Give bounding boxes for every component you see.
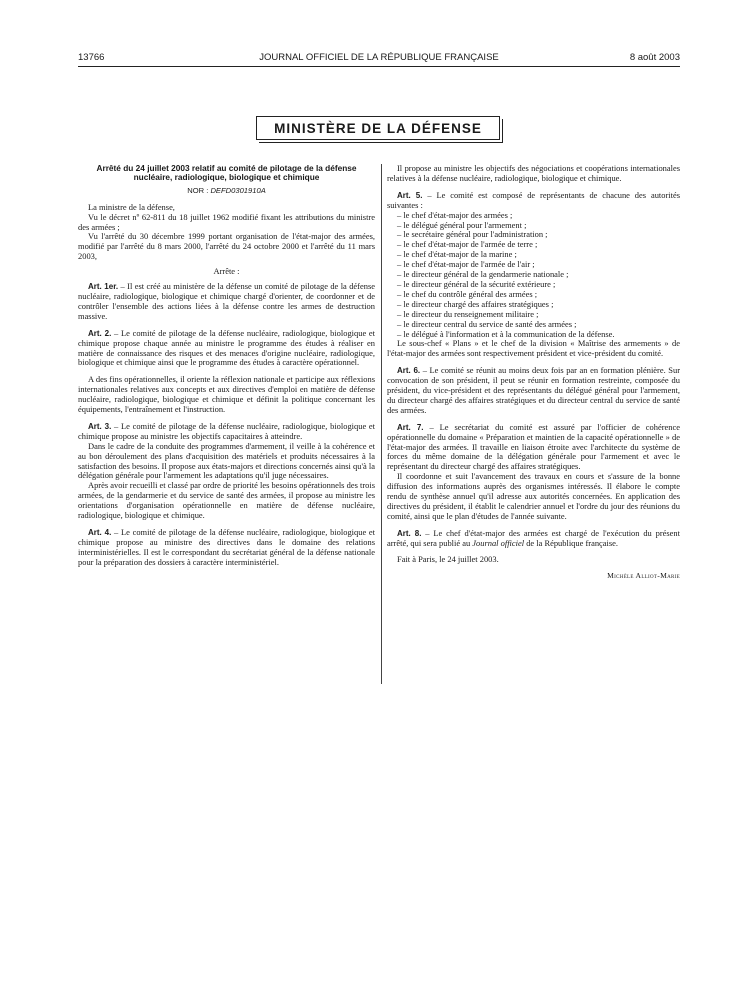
article-label: Art. 8. bbox=[397, 528, 422, 538]
list-item: – le chef d'état-major de l'armée de l'air ; bbox=[397, 259, 535, 270]
ministry-heading-box bbox=[256, 116, 500, 140]
article-label: Art. 6. bbox=[397, 366, 421, 376]
article-text: – Le comité de pilotage de la défense nucléaire, radiologique, biologique et chimique propose chaque année au ministre le programme des études à réaliser en matière de connaissance des risques et des menaces d'origine nucléaire, radiologique, biologique et chimique ainsi que le programme des études à caractère opérationnel. bbox=[78, 327, 376, 368]
article-label: Art. 5. bbox=[397, 190, 423, 200]
article-paragraph: Après avoir recueilli et classé par ordre de priorité les besoins opérationnels des trois armées, de la gendarmerie et du service de santé des armées, il propose au ministre les orientations d'organisation opérationnelle en matière de défense nucléaire, radiologique, biologique et chimique. bbox=[78, 480, 375, 521]
article-paragraph: Le sous-chef « Plans » et le chef de la division « Maîtrise des armements » de l'état-major des armées sont respectivement président et vice-président du comité. bbox=[387, 338, 680, 359]
article-3 bbox=[78, 422, 375, 442]
list-item: – le directeur du renseignement militaire ; bbox=[397, 308, 539, 319]
nor-label: NOR : bbox=[187, 185, 209, 195]
list-item: – le chef d'état-major de l'armée de terre ; bbox=[397, 239, 538, 250]
article-label: Art. 3. bbox=[88, 421, 112, 431]
article-label: Art. 1er. bbox=[88, 282, 119, 292]
page-header bbox=[78, 52, 680, 66]
list-item: – le chef du contrôle général des armées ; bbox=[397, 288, 538, 299]
article-7 bbox=[387, 423, 680, 473]
ministry-heading: MINISTÈRE DE LA DÉFENSE bbox=[274, 120, 482, 136]
list-item: – le délégué général pour l'armement ; bbox=[397, 219, 527, 230]
arrete-word: Arrête : bbox=[213, 266, 240, 277]
left-column bbox=[78, 164, 375, 568]
article-paragraph: Dans le cadre de la conduite des programmes d'armement, il veille à la cohérence et au bon déroulement des plans d'acquisition des matériels et produits nécessaires à la satisfaction des besoins. Il propose aux états-majors et directions concernés ainsi qu'à la délégation générale pour l'armement les adaptations qu'il juge nécessaires. bbox=[78, 440, 375, 481]
nor-reference bbox=[78, 186, 375, 196]
list-item: – le directeur chargé des affaires stratégiques ; bbox=[397, 298, 554, 309]
list-item: – le secrétaire général pour l'administration ; bbox=[397, 229, 548, 240]
page-number: 13766 bbox=[78, 52, 105, 63]
signature: Michèle Alliot-Marie bbox=[607, 570, 680, 580]
header-rule bbox=[78, 66, 680, 67]
list-item: – le chef d'état-major des armées ; bbox=[397, 209, 513, 220]
intro-paragraph: La ministre de la défense, bbox=[88, 201, 175, 212]
article-4 bbox=[78, 528, 375, 568]
committee-member-list bbox=[387, 211, 680, 340]
article-text: – Le comité est composé de représentants de chacune des autorités suivantes : bbox=[387, 189, 680, 210]
intro-paragraph: Vu l'arrêté du 30 décembre 1999 portant organisation de l'état-major des armées, modifié par l'arrêté du 8 mars 2000, l'arrêté du 24 octobre 2000 et l'arrêté du 11 mars 2003, bbox=[78, 231, 375, 262]
right-column bbox=[387, 164, 680, 580]
journal-officiel-ref: Journal officiel bbox=[472, 537, 525, 548]
article-2 bbox=[78, 329, 375, 369]
list-item: – le directeur central du service de santé des armées ; bbox=[397, 318, 577, 329]
list-item: – le directeur général de la gendarmerie nationale ; bbox=[397, 269, 569, 280]
article-8 bbox=[387, 529, 680, 549]
article-5 bbox=[387, 191, 680, 211]
article-label: Art. 7. bbox=[397, 422, 424, 432]
list-item: – le chef d'état-major de la marine ; bbox=[397, 249, 517, 260]
signing-place-date: Fait à Paris, le 24 juillet 2003. bbox=[397, 553, 499, 564]
article-text: – Le comité se réunit au moins deux fois par an en formation plénière. Sur convocation de son président, il peut se réunir en formation restreinte, composée du président, du vice-président et des représentants du délégué général pour l'armement, du directeur chargé des affaires stratégiques et du directeur central du service de santé des armées. bbox=[387, 365, 681, 415]
article-text: de la République française. bbox=[524, 537, 619, 548]
article-paragraph: Il propose au ministre les objectifs des négociations et coopérations internationales relatives à la défense nucléaire, radiologique, biologique et chimique. bbox=[387, 163, 680, 183]
nor-code: DEFD0301910A bbox=[210, 185, 266, 195]
article-text: – Le secrétariat du comité est assuré par l'officier de cohérence opérationnelle du domaine « Préparation et maintien de la capacité opérationnelle » de l'état-major des armées. Il travaille en liaison étroite avec l'architecte du système de forces du même domaine de la délégation générale pour l'armement et avec le représentant du directeur chargé des affaires stratégiques. bbox=[387, 421, 680, 472]
article-paragraph: A des fins opérationnelles, il oriente la réflexion nationale et participe aux réflexions internationales relatives aux concepts et aux directives d'emploi en matière de défense nucléaire, radiologique, biologique et chimique et définit la politique concernant les équipements, l'entraînement et l'instruction. bbox=[78, 374, 375, 415]
intro-paragraph: Vu le décret nº 62-811 du 18 juillet 1962 modifié fixant les attributions du ministre des armées ; bbox=[78, 211, 375, 232]
article-1 bbox=[78, 282, 375, 322]
list-item: – le directeur général de la sécurité extérieure ; bbox=[397, 278, 556, 289]
publication-date: 8 août 2003 bbox=[629, 52, 680, 63]
article-6 bbox=[387, 366, 680, 416]
article-label: Art. 2. bbox=[88, 328, 112, 338]
journal-title: JOURNAL OFFICIEL DE LA RÉPUBLIQUE FRANÇAISE bbox=[259, 52, 499, 63]
article-label: Art. 4. bbox=[88, 528, 112, 537]
article-text: – Le chef d'état-major des armées est chargé de l'exécution du présent arrêté, qui sera publié au bbox=[387, 527, 680, 548]
article-text: – Le comité de pilotage de la défense nucléaire, radiologique, biologique et chimique propose au ministre des directives dans le domaine des relations interministérielles. Il est le correspondant du secrétariat général de la défense nationale pour la préparation des dossiers à caractère interministériel. bbox=[78, 527, 376, 567]
article-paragraph: Il coordonne et suit l'avancement des travaux en cours et s'assure de la bonne diffusion des informations auprès des organismes intéressés. Il élabore le compte rendu de synthèse annuel qu'il adresse aux autorités concernées. En application des directives du président, il établit le calendrier annuel et l'ordre du jour des réunions du comité, ainsi que le plan d'études de l'année suivante. bbox=[387, 471, 680, 521]
arrete-title: Arrêté du 24 juillet 2003 relatif au comité de pilotage de la défense nucléaire, radiologique, biologique et chimique bbox=[96, 163, 357, 183]
article-text: – Il est créé au ministère de la défense un comité de pilotage de la défense nucléaire, radiologique, biologique et chimique chargé d'orienter, de coordonner et de contrôler l'ensemble des actions liées à la défense contre les armes de destruction massive. bbox=[78, 281, 375, 321]
column-divider bbox=[381, 164, 382, 684]
article-text: – Le comité de pilotage de la défense nucléaire, radiologique, biologique et chimique propose au ministre les objectifs capacitaires à atteindre. bbox=[78, 420, 376, 441]
list-item: – le délégué à l'information et à la communication de la défense. bbox=[397, 328, 615, 339]
